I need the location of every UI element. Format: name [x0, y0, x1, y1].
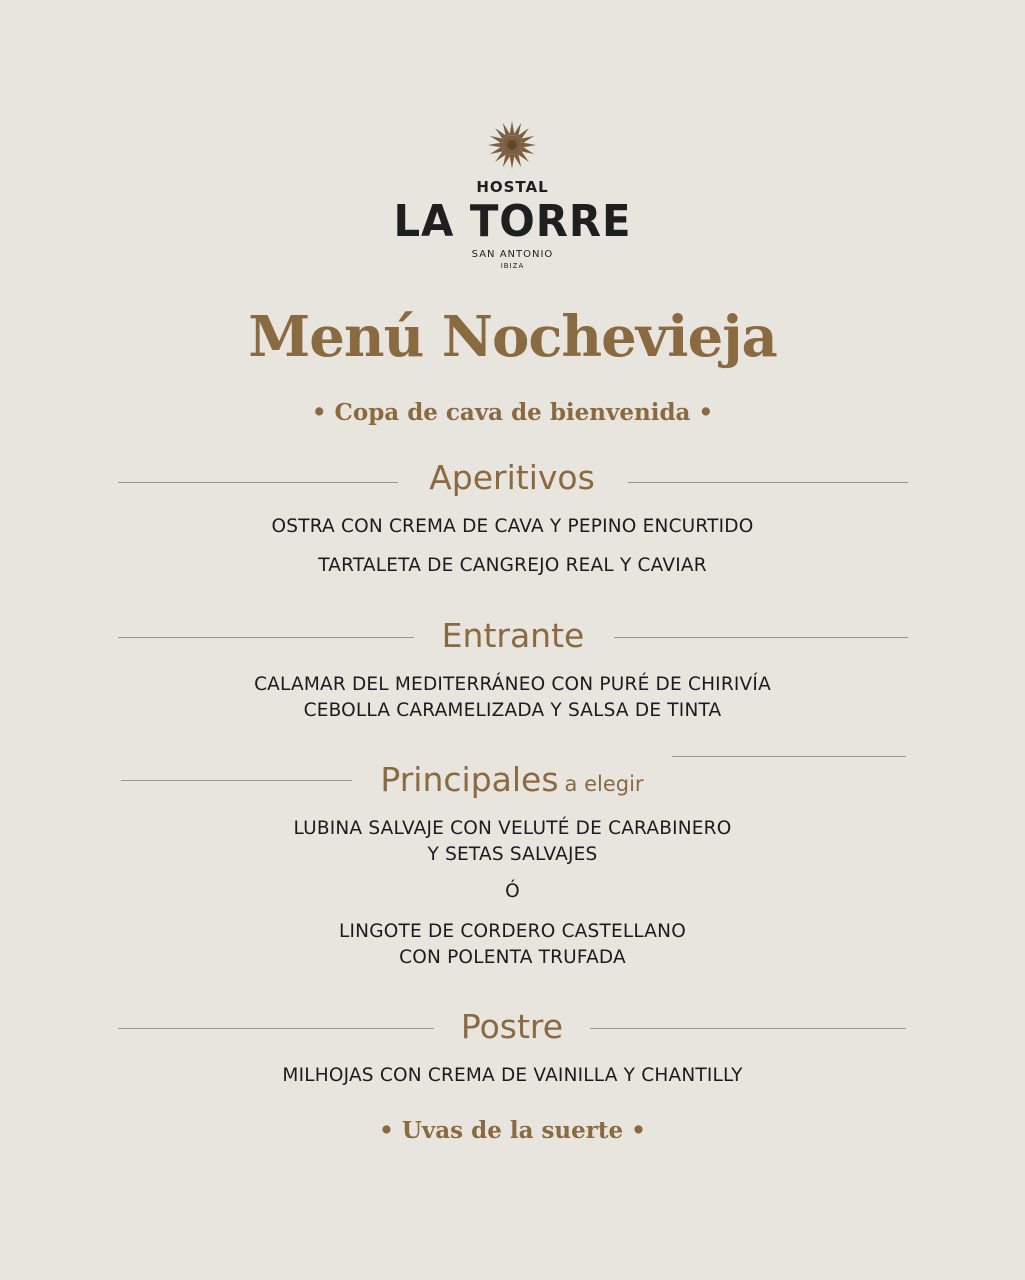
logo-location: SAN ANTONIO — [471, 249, 554, 260]
dish-line: CEBOLLA CARAMELIZADA Y SALSA DE TINTA — [303, 700, 722, 721]
dish-line: CON POLENTA TRUFADA — [399, 947, 626, 968]
logo-name: LA TORRE — [393, 196, 632, 247]
welcome-drink: • Copa de cava de bienvenida • — [311, 399, 714, 426]
divider-line — [590, 1028, 906, 1029]
divider-line — [672, 756, 906, 757]
dish-item: TARTALETA DE CANGREJO REAL Y CAVIAR — [318, 555, 707, 576]
divider-line — [121, 780, 352, 781]
section-heading-principales — [352, 760, 672, 804]
dish-item: OSTRA CON CREMA DE CAVA Y PEPINO ENCURTIDO — [271, 516, 754, 537]
section-heading-aperitivos: Aperitivos — [429, 458, 595, 497]
closing-tradition: • Uvas de la suerte • — [379, 1117, 646, 1144]
section-heading-postre: Postre — [460, 1007, 564, 1046]
menu-title: Menú Nochevieja — [248, 304, 777, 370]
divider-line — [614, 637, 908, 638]
sun-icon — [487, 120, 537, 170]
divider-line — [118, 637, 414, 638]
dish-item: MILHOJAS CON CREMA DE VAINILLA Y CHANTILLY — [282, 1065, 743, 1086]
option-separator: Ó — [505, 881, 520, 902]
section-heading-principales-label: Principales — [380, 760, 559, 799]
divider-line — [628, 482, 908, 483]
choice-note: a elegir — [564, 772, 644, 796]
dish-line: LUBINA SALVAJE CON VELUTÉ DE CARABINERO — [293, 818, 732, 839]
logo-island: IBIZA — [500, 262, 525, 270]
dish-line: Y SETAS SALVAJES — [427, 844, 598, 865]
divider-line — [118, 482, 398, 483]
dish-line: LINGOTE DE CORDERO CASTELLANO — [339, 921, 686, 942]
divider-line — [118, 1028, 434, 1029]
dish-line: CALAMAR DEL MEDITERRÁNEO CON PURÉ DE CHIRIVÍA — [254, 674, 771, 695]
logo-hostal: HOSTAL — [476, 178, 549, 196]
section-heading-entrante: Entrante — [441, 616, 585, 655]
